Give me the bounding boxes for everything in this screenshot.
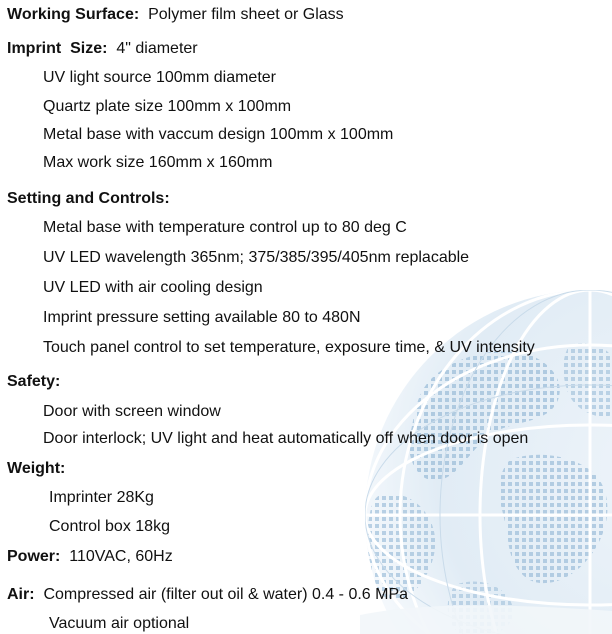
spec-row-safety	[7, 372, 60, 392]
safety-item: Door interlock; UV light and heat automatically off when door is open	[43, 430, 529, 447]
spec-row-imprint-size	[7, 39, 198, 59]
spec-row-weight	[7, 459, 65, 479]
weight-item: Control box 18kg	[49, 518, 170, 535]
weight-heading: Weight:	[7, 460, 66, 477]
safety-item: Door with screen window	[43, 403, 221, 420]
working-surface-value: Polymer film sheet or Glass	[148, 6, 344, 23]
imprint-size-item: Metal base with vaccum design 100mm x 100mm	[43, 126, 394, 143]
imprint-size-item: Quartz plate size 100mm x 100mm	[43, 98, 292, 115]
imprint-size-value: 4" diameter	[116, 40, 198, 57]
air-item: Vacuum air optional	[49, 615, 190, 632]
spec-row-air	[7, 585, 408, 605]
weight-item: Imprinter 28Kg	[49, 489, 154, 506]
working-surface-heading: Working Surface:	[7, 6, 140, 23]
power-heading: Power:	[7, 548, 61, 565]
setting-controls-heading: Setting and Controls:	[7, 190, 170, 207]
air-value: Compressed air (filter out oil & water) 0.4 - 0.6 MPa	[43, 586, 409, 603]
imprint-size-item: UV light source 100mm diameter	[43, 69, 276, 86]
air-heading: Air:	[7, 586, 35, 603]
safety-heading: Safety:	[7, 373, 61, 390]
spec-row-power	[7, 547, 173, 567]
setting-controls-item: UV LED with air cooling design	[43, 279, 263, 296]
spec-row-setting-controls	[7, 189, 170, 209]
imprint-size-item: Max work size 160mm x 160mm	[43, 154, 273, 171]
setting-controls-item: Imprint pressure setting available 80 to 480N	[43, 309, 361, 326]
setting-controls-item: Touch panel control to set temperature, exposure time, & UV intensity	[43, 339, 535, 356]
setting-controls-item: UV LED wavelength 365nm; 375/385/395/405nm replacable	[43, 249, 470, 266]
imprint-size-heading: Imprint Size:	[7, 40, 108, 57]
power-value: 110VAC, 60Hz	[69, 548, 173, 565]
spec-row-working-surface	[7, 5, 344, 25]
setting-controls-item: Metal base with temperature control up to 80 deg C	[43, 219, 407, 236]
